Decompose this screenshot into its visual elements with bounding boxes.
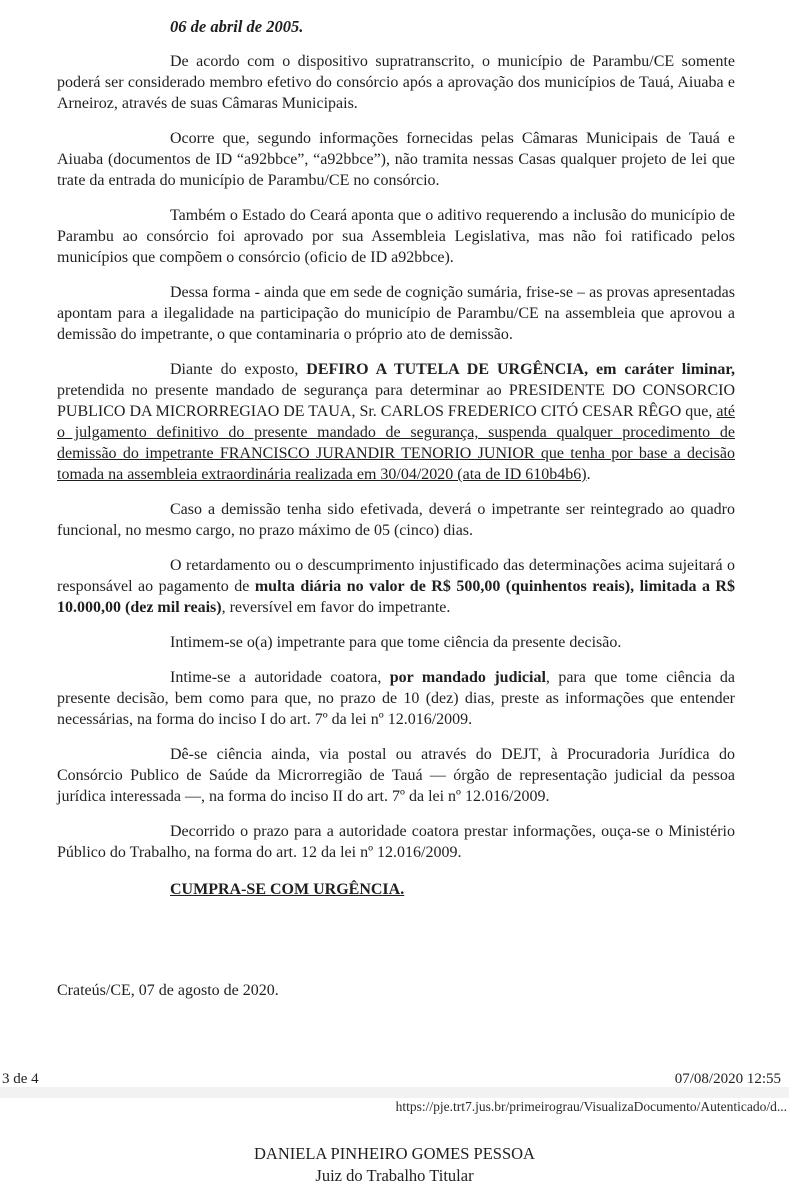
paragraph-dessa-forma: Dessa forma - ainda que em sede de cognição sumária, frise-se – as provas apresentadas apontam para a ilegalidade na participação do município de Parambu/CE na assembleia que aprovou a demissão do impetrante, o que contaminaria o próprio ato de demissão. [57, 284, 735, 343]
paragraph-intimacao-autoridade [57, 667, 735, 730]
paragraph-camaras-informacoes: Ocorre que, segundo informações fornecidas pelas Câmaras Municipais de Tauá e Aiuaba (documentos de ID “a92bbce”, “a92bbce”), não tramita nessas Casas qualquer projeto de lei que trate da entrada do município de Parambu/CE no consórcio. [57, 130, 735, 189]
judge-name: DANIELA PINHEIRO GOMES PESSOA [254, 1144, 535, 1163]
print-timestamp: 07/08/2020 12:55 [674, 1071, 781, 1087]
source-url: https://pje.trt7.jus.br/primeirograu/VisualizaDocumento/Autenticado/d... [395, 1099, 787, 1114]
paragraph-ministerio-publico: Decorrido o prazo para a autoridade coatora prestar informações, ouça-se o Ministério Público do Trabalho, na forma do art. 12 da lei nº 12.016/2009. [57, 823, 735, 861]
decision-middle: pretendida no presente mandado de segurança para determinar ao PRESIDENTE DO CONSORCIO PUBLICO DA MICRORREGIAO DE TAUA, Sr. CARLOS FREDERICO CITÓ CESAR RÊGO que, [57, 382, 735, 420]
signature-block [0, 1143, 789, 1187]
paragraph-intimacao-impetrante: Intimem-se o(a) impetrante para que tome ciência da presente decisão. [170, 634, 622, 651]
multa-fim: , reversível em favor do impetrante. [221, 599, 451, 616]
page-footer [0, 1070, 789, 1088]
decision-order-underlined: até o julgamento definitivo do presente mandado de segurança, suspenda qualquer procedimento de demissão do impetrante FRANCISCO JURANDIR TENORIO JUNIOR que tenha por base a decisão tomada na assembleia extraordinária realizada em 30/04/2020 (ata de ID 610b4b6) [57, 403, 736, 483]
multa-valor-bold: multa diária no valor de R$ 500,00 (quinhentos reais), limitada a R$ 10.000,00 (dez mil reais) [57, 578, 735, 616]
intimacao-intro: Intime-se a autoridade coatora, [170, 669, 390, 686]
judge-title: Juiz do Trabalho Titular [315, 1166, 474, 1185]
place-date-line: Crateús/CE, 07 de agosto de 2020. [57, 982, 279, 999]
page-break-band [0, 1087, 789, 1098]
date-heading: 06 de abril de 2005. [170, 17, 304, 36]
decision-intro: Diante do exposto, [170, 361, 307, 378]
closing-order: CUMPRA-SE COM URGÊNCIA. [170, 881, 405, 898]
intimacao-fim: , para que tome ciência da presente decisão, bem como para que, no prazo de 10 (dez) dias, preste as informações que entender necessárias, na forma do inciso I do art. 7º da lei nº 12.016/2009. [57, 669, 735, 728]
paragraph-estado-ceara: Também o Estado do Ceará aponta que o aditivo requerendo a inclusão do município de Parambu ao consórcio foi aprovado por sua Assembleia Legislativa, mas não foi ratificado pelos municípios que compõem o consórcio (oficio de ID a92bbce). [57, 207, 735, 266]
document-body [57, 0, 735, 1001]
decision-grant-bold: DEFIRO A TUTELA DE URGÊNCIA, em caráter liminar, [306, 361, 735, 378]
mandado-judicial-bold: por mandado judicial [389, 669, 546, 686]
paragraph-supratranscrito: De acordo com o dispositivo supratranscrito, o município de Parambu/CE somente poderá ser considerado membro efetivo do consórcio após a aprovação dos municípios de Tauá, Aiuaba e Arneiroz, através de suas Câmaras Municipais. [57, 53, 735, 112]
decision-period: . [586, 466, 591, 483]
paragraph-ciencia-procuradoria: Dê-se ciência ainda, via postal ou através do DEJT, à Procuradoria Jurídica do Consórcio Publico de Saúde da Microrregião de Tauá — órgão de representação judicial da pessoa jurídica interessada —, na forma do inciso II do art. 7º da lei nº 12.016/2009. [57, 746, 735, 805]
paragraph-decisao-tutela [57, 359, 735, 485]
paragraph-reintegracao: Caso a demissão tenha sido efetivada, deverá o impetrante ser reintegrado ao quadro funcional, no mesmo cargo, no prazo máximo de 05 (cinco) dias. [57, 501, 735, 539]
multa-intro: O retardamento ou o descumprimento injustificado das determinações acima sujeitará o responsável ao pagamento de [57, 557, 735, 595]
paragraph-multa [57, 555, 735, 618]
page-number: 3 de 4 [2, 1071, 39, 1087]
